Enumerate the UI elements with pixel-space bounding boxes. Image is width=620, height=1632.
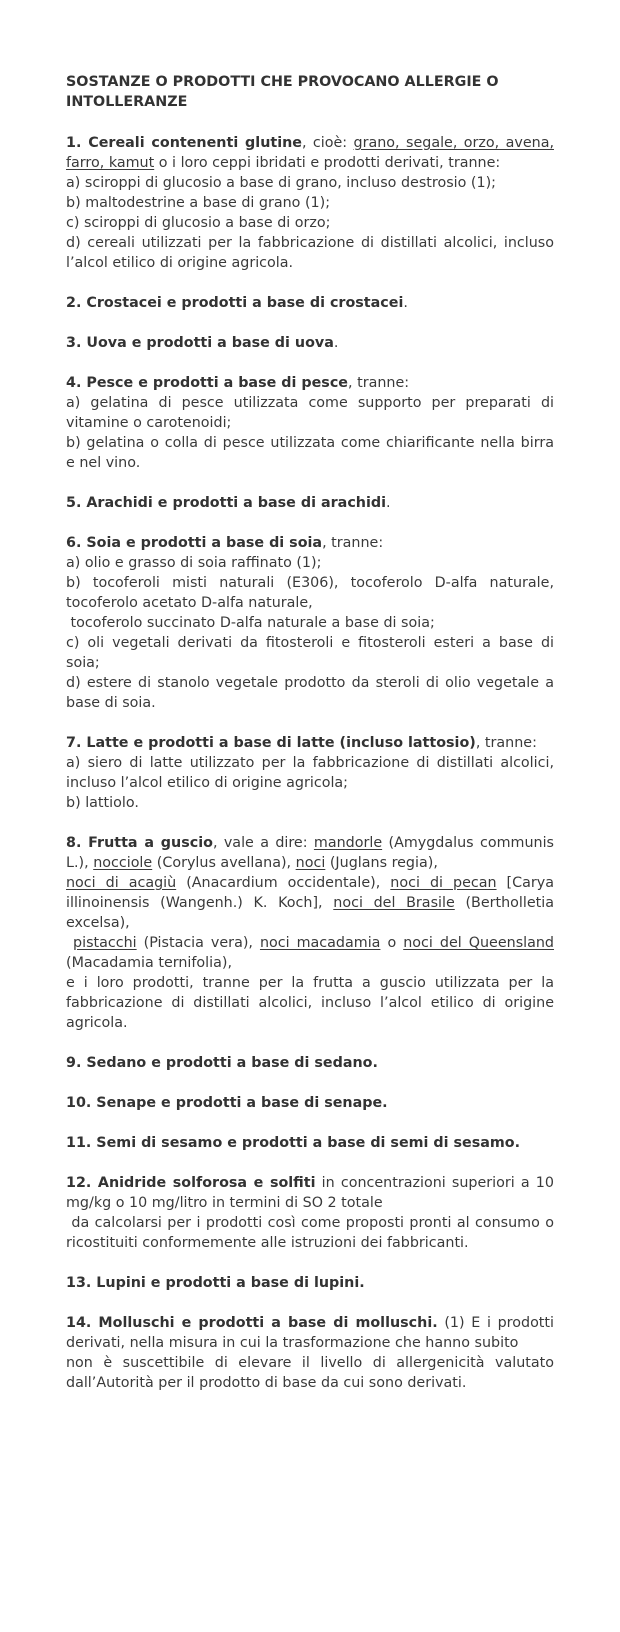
underlined-term: noci di pecan <box>390 875 497 891</box>
section-molluschi: 14. Molluschi e prodotti a base di molluschi. (1) E i prodotti derivati, nella misura in cui la trasformazione che hanno subito non è suscettibile di elevare il livello di allergenicità valutato dall’Autorità per il prodotto di base da cui sono derivati. <box>66 1315 554 1391</box>
section-heading: 5. Arachidi e prodotti a base di arachidi <box>66 495 387 511</box>
section-uova: 3. Uova e prodotti a base di uova. <box>66 335 339 351</box>
section-heading: 14. Molluschi e prodotti a base di molluschi. <box>66 1315 438 1331</box>
list-item: b) lattiolo. <box>66 795 139 811</box>
list-item: a) sciroppi di glucosio a base di grano, incluso destrosio (1); <box>66 175 496 191</box>
section-senape <box>66 1093 554 1113</box>
underlined-term: noci di acagiù <box>66 875 177 891</box>
section-heading: 3. Uova e prodotti a base di uova <box>66 335 334 351</box>
list-item: a) olio e grasso di soia raffinato (1); <box>66 555 322 571</box>
section-heading: 8. Frutta a guscio <box>66 835 213 851</box>
section-solfiti: 12. Anidride solforosa e solfiti in concentrazioni superiori a 10 mg/kg o 10 mg/litro in termini di SO 2 totale da calcolarsi per i prodotti così come proposti pronti al consumo o ricostituiti conformemente alle istruzioni dei fabbricanti. <box>66 1175 559 1251</box>
section-crostacei: 2. Crostacei e prodotti a base di crostacei. <box>66 295 408 311</box>
list-item: d) estere di stanolo vegetale prodotto da steroli di olio vegetale a base di soia. <box>66 675 554 711</box>
section-heading: 6. Soia e prodotti a base di soia <box>66 535 323 551</box>
list-item: b) tocoferoli misti naturali (E306), tocoferolo D-alfa naturale, tocoferolo acetato D-alfa naturale, <box>66 575 554 611</box>
section-cereali-intro: 1. Cereali contenenti glutine, cioè: grano, segale, orzo, avena, farro, kamut o i loro ceppi ibridati e prodotti derivati, tranne: <box>66 135 554 171</box>
section-heading: 1. Cereali contenenti glutine <box>66 135 302 151</box>
section-heading: 7. Latte e prodotti a base di latte (incluso lattosio) <box>66 735 476 751</box>
section-pesce: 4. Pesce e prodotti a base di pesce, tranne: a) gelatina di pesce utilizzata come supporto per preparati di vitamine o carotenoidi; b) gelatina o colla di pesce utilizzata come chiarificante nella birra e nel vino. <box>66 375 554 471</box>
section-soia: 6. Soia e prodotti a base di soia, tranne: a) olio e grasso di soia raffinato (1); b) tocoferoli misti naturali (E306), tocoferolo D-alfa naturale, tocoferolo acetato D-alfa naturale, tocoferolo succinato D-alfa naturale a base di soia; c) oli vegetali derivati da fitosteroli e fitosteroli esteri a base di soia; d) estere di stanolo vegetale prodotto da steroli di olio vegetale a base di soia. <box>66 535 554 711</box>
section-heading: 11. Semi di sesamo e prodotti a base di semi di sesamo. <box>66 1135 521 1151</box>
page-title: SOSTANZE O PRODOTTI CHE PROVOCANO ALLERGIE O INTOLLERANZE <box>66 74 499 110</box>
underlined-term: noci <box>295 855 326 871</box>
section-sesamo <box>66 1133 554 1153</box>
list-item: b) maltodestrine a base di grano (1); <box>66 195 331 211</box>
underlined-term: noci del Queensland <box>403 935 555 951</box>
underlined-term: mandorle <box>313 835 383 851</box>
section-arachidi: 5. Arachidi e prodotti a base di arachidi. <box>66 495 391 511</box>
list-item: c) sciroppi di glucosio a base di orzo; <box>66 215 331 231</box>
section-lupini <box>66 1273 554 1293</box>
underlined-term: pistacchi <box>73 935 137 951</box>
section-sedano <box>66 1053 554 1073</box>
section-heading: 13. Lupini e prodotti a base di lupini. <box>66 1275 365 1291</box>
section-cereali <box>66 133 554 273</box>
list-item: a) siero di latte utilizzato per la fabbricazione di distillati alcolici, incluso l’alcol etilico di origine agricola; <box>66 755 554 791</box>
list-item: c) oli vegetali derivati da fitosteroli e fitosteroli esteri a base di soia; <box>66 635 554 671</box>
list-item: d) cereali utilizzati per la fabbricazione di distillati alcolici, incluso l’alcol etilico di origine agricola. <box>66 235 554 271</box>
section-frutta-a-guscio: 8. Frutta a guscio, vale a dire: mandorle (Amygdalus communis L.), nocciole (Corylus avellana), noci (Juglans regia), noci di acagiù (Anacardium occidentale), noci di pecan [Carya illinoinensis (Wangenh.) K. Koch], noci del Brasile (Bertholletia excelsa), pistacchi (Pistacia vera), noci macadamia o noci del Queensland (Macadamia ternifolia), e i loro prodotti, tranne per la frutta a guscio utilizzata per la fabbricazione di distillati alcolici, incluso l’alcol etilico di origine agricola. <box>66 835 555 1031</box>
section-latte: 7. Latte e prodotti a base di latte (incluso lattosio), tranne: a) siero di latte utilizzato per la fabbricazione di distillati alcolici, incluso l’alcol etilico di origine agricola; b) lattiolo. <box>66 735 554 811</box>
underlined-term: nocciole <box>93 855 153 871</box>
section-heading: 2. Crostacei e prodotti a base di crostacei <box>66 295 404 311</box>
list-item: e i loro prodotti, tranne per la frutta a guscio utilizzata per la fabbricazione di distillati alcolici, incluso l’alcol etilico di origine agricola. <box>66 975 554 1031</box>
section-heading: 12. Anidride solforosa e solfiti <box>66 1175 316 1191</box>
underlined-term: grano, segale, orzo, avena, farro, kamut <box>66 135 554 171</box>
underlined-term: noci macadamia <box>259 935 381 951</box>
list-item: a) gelatina di pesce utilizzata come supporto per preparati di vitamine o carotenoidi; <box>66 395 554 431</box>
section-heading: 4. Pesce e prodotti a base di pesce <box>66 375 348 391</box>
list-item: tocoferolo succinato D-alfa naturale a base di soia; <box>66 615 435 631</box>
section-heading: 9. Sedano e prodotti a base di sedano. <box>66 1055 378 1071</box>
section-heading: 10. Senape e prodotti a base di senape. <box>66 1095 388 1111</box>
list-item: b) gelatina o colla di pesce utilizzata come chiarificante nella birra e nel vino. <box>66 435 554 471</box>
underlined-term: noci del Brasile <box>333 895 455 911</box>
